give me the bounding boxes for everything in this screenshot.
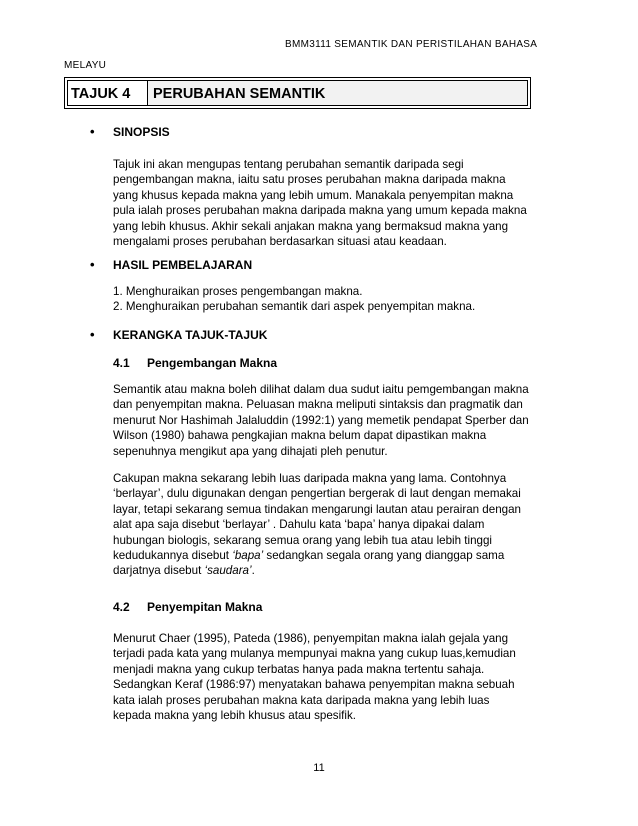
course-header: BMM3111 SEMANTIK DAN PERISTILAHAN BAHASA — [285, 39, 538, 50]
italic-term: ‘saudara’ — [204, 564, 252, 578]
penyempitan-paragraph — [113, 631, 561, 723]
text-span: kedudukannya disebut — [113, 549, 233, 563]
subsection-title: Penyempitan Makna — [147, 600, 263, 614]
text-line: Menurut Chaer (1995), Pateda (1986), penyempitan makna ialah gejala yang — [113, 632, 509, 645]
text-line: yang lebih khusus. Akhir sekali anjakan makna yang bermaksud makna yang — [113, 219, 509, 233]
text-span: sedangkan segala orang yang dianggap sama — [263, 549, 505, 563]
subsection-4-2-heading — [113, 600, 262, 614]
text-line: menurut Nor Hashimah Jalaluddin (1992:1) yang memetik pendapat Sperber dan — [113, 413, 529, 427]
text-line — [113, 563, 561, 578]
list-item: 2. Menghuraikan perubahan semantik dari aspek penyempitan makna. — [113, 300, 476, 314]
text-line: sepenuhnya mengikut apa yang dihajati pleh penutur. — [113, 444, 388, 458]
text-span: . — [251, 564, 255, 578]
text-line — [113, 548, 561, 563]
text-line: dan penyempitan makna. Peluasan makna meliputi sintaksis dan pragmatik dan — [113, 398, 523, 412]
subsection-4-1-heading — [113, 356, 277, 370]
text-line: pula ialah proses perubahan makna daripada makna yang umum kepada makna — [113, 204, 527, 218]
subsection-number: 4.1 — [113, 356, 130, 370]
list-item: 1. Menghuraikan proses pengembangan makna. — [113, 285, 363, 298]
text-line: Cakupan makna sekarang lebih luas daripada makna yang lama. Contohnya — [113, 472, 507, 485]
text-line: kata ialah proses perubahan makna kata daripada makna yang lebih luas — [113, 693, 490, 707]
text-line: pengembangan makna, iaitu satu proses perubahan makna daripada makna — [113, 173, 506, 187]
text-line: yang khusus kepada makna yang lebih umum. Manakala penyempitan makna — [113, 188, 514, 202]
text-line: Wilson (1980) bahawa pengkajian makna belum dapat dipastikan makna — [113, 429, 487, 443]
text-line: hubungan biologis, sekarang semua orang yang lebih tua atau lebih tinggi — [113, 533, 493, 547]
text-line: Sedangkan Keraf (1986:97) menyatakan bahawa penyempitan makna sebuah — [113, 678, 515, 692]
text-line: menjadi makna yang cukup terbatas hanya pada makna tertentu sahaja. — [113, 662, 485, 676]
topic-number: TAJUK 4 — [67, 80, 147, 106]
text-span: darjatnya disebut — [113, 564, 205, 578]
italic-term: ‘bapa’ — [232, 549, 264, 563]
pengembangan-paragraph-1 — [113, 382, 561, 459]
text-line: layar, tetapi sekarang semua tindakan mengarungi lautan atau perairan dengan — [113, 502, 521, 516]
topic-title-box — [64, 77, 531, 109]
sinopsis-paragraph — [113, 157, 561, 249]
bullet-icon: • — [90, 124, 95, 139]
topic-title: PERUBAHAN SEMANTIK — [147, 80, 528, 106]
subsection-title: Pengembangan Makna — [147, 356, 278, 370]
bullet-icon: • — [90, 257, 95, 272]
pengembangan-paragraph-2 — [113, 471, 561, 579]
text-line: mengalami proses perubahan berdasarkan situasi atau keadaan. — [113, 235, 447, 249]
subsection-number: 4.2 — [113, 600, 130, 614]
text-line: ‘berlayar’, dulu digunakan dengan pengertian bergerak di laut dengan memakai — [113, 487, 521, 501]
hasil-heading: HASIL PEMBELAJARAN — [113, 258, 253, 272]
course-header-continued: MELAYU — [64, 60, 107, 71]
sinopsis-heading: SINOPSIS — [113, 125, 170, 139]
text-line: alat apa saja disebut ‘berlayar’ . Dahulu kata ‘bapa’ hanya dipakai dalam — [113, 518, 485, 532]
bullet-icon: • — [90, 327, 95, 342]
page-number: 11 — [313, 762, 325, 774]
kerangka-heading: KERANGKA TAJUK-TAJUK — [113, 328, 268, 342]
text-line: terjadi pada kata yang mulanya mempunyai makna yang cukup luas,kemudian — [113, 647, 516, 661]
text-line: Semantik atau makna boleh dilihat dalam dua sudut iaitu pemgembangan makna — [113, 383, 529, 396]
hasil-list — [113, 284, 561, 315]
text-line: kepada makna yang lebih khusus atau spesifik. — [113, 709, 356, 723]
text-line: Tajuk ini akan mengupas tentang perubahan semantik daripada segi — [113, 158, 464, 171]
